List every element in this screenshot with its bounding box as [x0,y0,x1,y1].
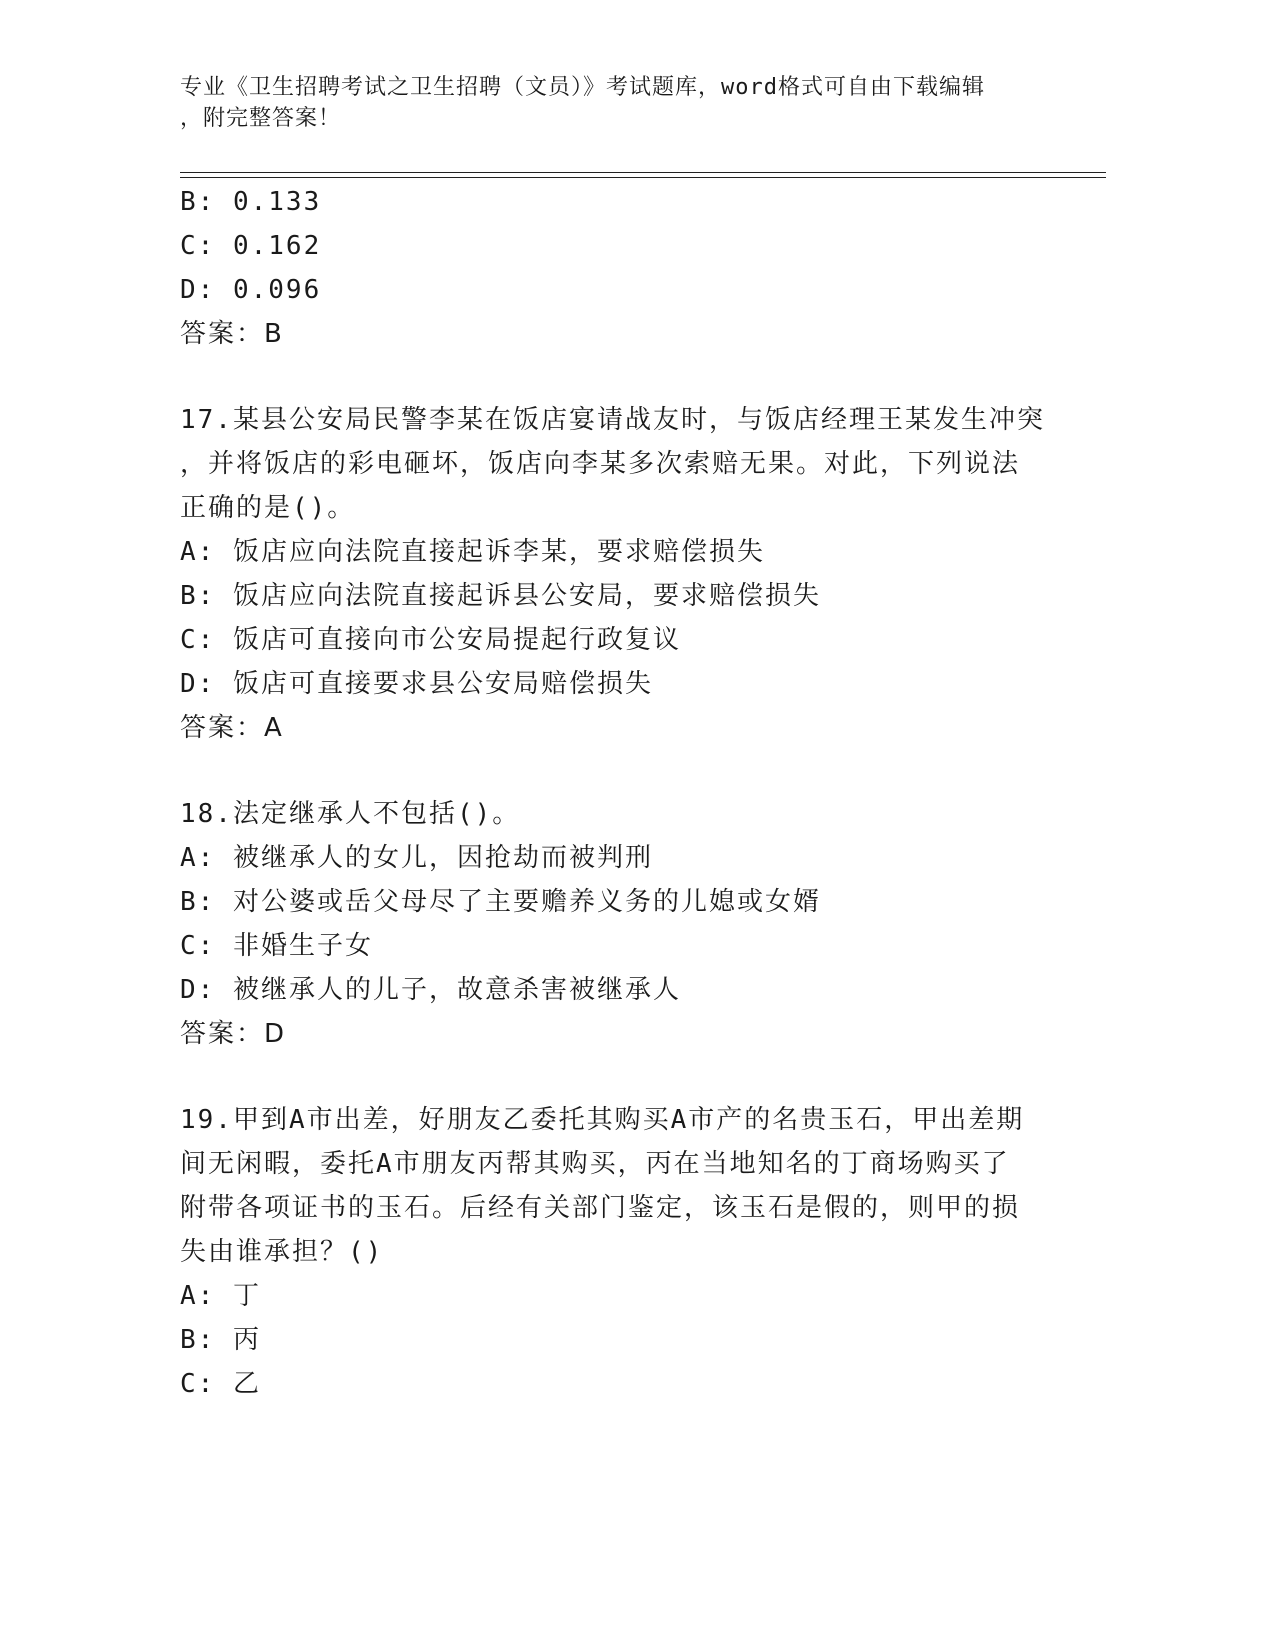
option-b: B: 0.133 [180,187,322,217]
spacer [180,750,1040,792]
answer-line: 答案：D [180,1019,287,1049]
answer-line: 答案：B [180,319,284,349]
option-d: D: 饭店可直接要求县公安局赔偿损失 [180,669,653,699]
answer-line: 答案：A [180,713,284,743]
document-header [180,72,1040,134]
option-b: B: 丙 [180,1325,261,1355]
question-stem-line: 18.法定继承人不包括()。 [180,799,521,829]
spacer [180,1056,1040,1098]
header-line-1: 专业《卫生招聘考试之卫生招聘（文员）》考试题库，word格式可自由下载编辑 [180,75,985,100]
option-a: A: 饭店应向法院直接起诉李某，要求赔偿损失 [180,537,765,567]
question-stem-line: 正确的是()。 [180,493,356,523]
option-c: C: 乙 [180,1369,261,1399]
option-c: C: 0.162 [180,231,322,261]
header-line-2: ，附完整答案！ [180,106,342,131]
option-a: A: 丁 [180,1281,261,1311]
option-d: D: 0.096 [180,275,322,305]
question-18 [180,792,1040,1056]
question-list [180,180,1045,1406]
option-c: C: 非婚生子女 [180,931,373,961]
question-stem-line: 19.甲到A市出差，好朋友乙委托其购买A市产的名贵玉石，甲出差期 [180,1105,1025,1135]
question-stem-line: 间无闲暇，委托A市朋友丙帮其购买，丙在当地知名的丁商场购买了 [180,1149,1010,1179]
option-c: C: 饭店可直接向市公安局提起行政复议 [180,625,681,655]
option-b: B: 对公婆或岳父母尽了主要赡养义务的儿媳或女婿 [180,887,821,917]
spacer [180,356,1040,398]
question-stem-line: ，并将饭店的彩电砸坏，饭店向李某多次索赔无果。对此，下列说法 [180,449,1021,479]
option-b: B: 饭店应向法院直接起诉县公安局，要求赔偿损失 [180,581,821,611]
question-16-tail [180,180,1040,356]
option-d: D: 被继承人的儿子，故意杀害被继承人 [180,975,681,1005]
question-stem-line: 失由谁承担？() [180,1237,384,1267]
question-19 [180,1098,1040,1406]
header-divider-top [180,172,1106,173]
question-stem-line: 17.某县公安局民警李某在饭店宴请战友时，与饭店经理王某发生冲突 [180,405,1045,435]
question-17 [180,398,1045,750]
option-a: A: 被继承人的女儿，因抢劫而被判刑 [180,843,653,873]
question-stem-line: 附带各项证书的玉石。后经有关部门鉴定，该玉石是假的，则甲的损 [180,1193,1021,1223]
header-divider-bottom [180,177,1106,178]
